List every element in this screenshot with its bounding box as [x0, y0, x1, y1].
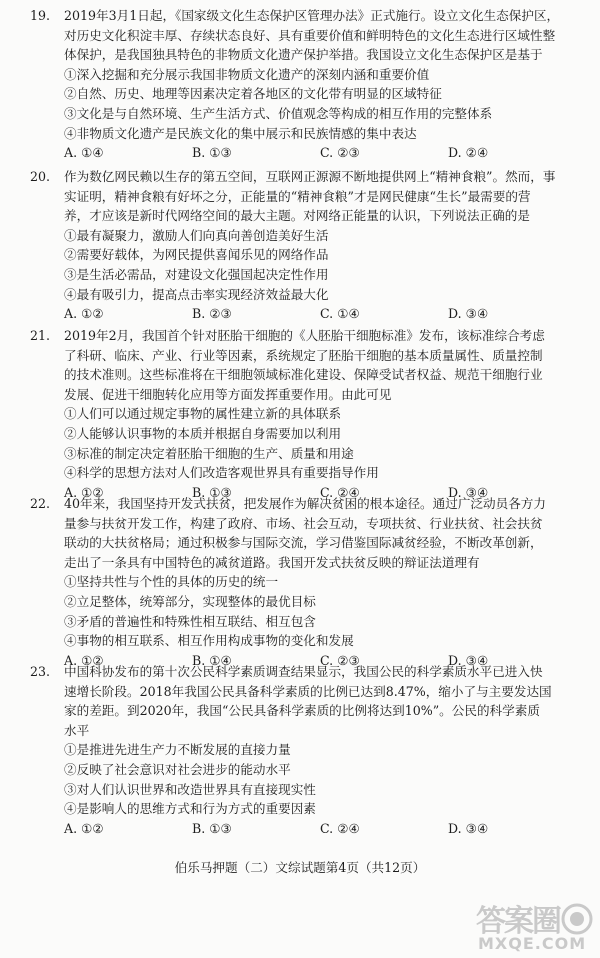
option-d[interactable]: D. ③④	[448, 820, 489, 836]
question-stem-line: 量参与扶贫开发工作，构建了政府、市场、社会互动，专项扶贫、行业扶贫、社会扶贫	[64, 515, 543, 531]
watermark-text: 答案圈	[476, 904, 560, 939]
statement-1: ①是推进先进生产力不断发展的直接力量	[64, 742, 291, 758]
statement-2: ②自然、历史、地理等因素决定着各地区的文化带有明显的区域特征	[64, 86, 442, 102]
question-stem-line: 21. 2019年2月，我国首个针对胚胎干细胞的《人胚胎干细胞标准》发布，该标准综合考虑	[30, 326, 590, 346]
question-stem-line: 发展、促进干细胞转化应用等方面发挥重要作用。由此可见	[64, 386, 392, 402]
option-c[interactable]: C. ②④	[320, 820, 360, 836]
statement-3: ③对人们认识世界和改造世界具有直接现实性	[64, 781, 316, 797]
statement-4: ④非物质文化遗产是民族文化的集中展示和民族情感的集中表达	[64, 125, 417, 141]
statement-1: ①深入挖掘和充分展示我国非物质文化遗产的深刻内涵和重要价值	[64, 66, 430, 82]
question-stem-line: 19. 2019年3月1日起，《国家级文化生态保护区管理办法》正式施行。设立文化生态保护区，	[30, 6, 590, 26]
question-stem-line: 20. 作为数亿网民赖以生存的第五空间，互联网正源源不断地提供网上“精神食粮”。然而，事	[30, 167, 590, 187]
option-b[interactable]: B. ①③	[192, 484, 232, 500]
option-c[interactable]: C. ②④	[320, 484, 360, 500]
option-b[interactable]: B. ①③	[192, 145, 232, 161]
option-a[interactable]: A. ①②	[64, 484, 104, 500]
statement-2: ②反映了社会意识对社会进步的能动水平	[64, 761, 291, 777]
question-21	[30, 326, 590, 502]
question-20	[30, 167, 590, 324]
question-number: 21.	[30, 328, 51, 343]
question-stem-line: 养，才应该是新时代网络空间的最大主题。对网络正能量的认识，下列说法正确的是	[64, 208, 530, 224]
answer-options	[30, 304, 590, 324]
option-c[interactable]: C. ①④	[320, 306, 360, 322]
question-23	[30, 662, 590, 838]
answer-options	[30, 819, 590, 839]
watermark-logo	[476, 896, 594, 954]
statement-1: ①最有凝聚力，激励人们向真向善创造美好生活	[64, 227, 329, 243]
statement-2: ②立足整体，统筹部分，实现整体的最优目标	[64, 593, 316, 609]
option-a[interactable]: A. ①②	[64, 820, 104, 836]
question-stem-line: 速增长阶段。2018年我国公民具备科学素质的比例已达到8.47%，缩小了与主要发达国	[64, 683, 552, 699]
question-number: 23.	[30, 664, 51, 679]
question-stem-line: 了科研、临床、产业、行业等因素，系统规定了胚胎干细胞的基本质量属性、质量控制	[64, 347, 543, 363]
question-22	[30, 494, 590, 670]
statement-4: ④是影响人的思维方式和行为方式的重要因素	[64, 801, 316, 817]
option-b[interactable]: B. ①③	[192, 820, 232, 836]
statement-3: ③矛盾的普遍性和特殊性相互联结、相互包含	[64, 613, 316, 629]
question-number: 19.	[30, 8, 51, 23]
seal-icon	[560, 902, 594, 936]
question-stem-line: 实证明，精神食粮有好坏之分，正能量的“精神食粮”才是网民健康“生长”最需要的营	[64, 188, 531, 204]
question-stem-line: 22. 40年来，我国坚持开发式扶贫，把发展作为解决贫困的根本途径。通过广泛动员各方力	[30, 494, 590, 514]
statement-3: ③文化是与自然环境、生产生活方式、价值观念等构成的相互作用的完整体系	[64, 105, 493, 121]
statement-3: ③标准的制定决定着胚胎干细胞的生产、质量和用途	[64, 445, 354, 461]
option-b[interactable]: B. ①④	[192, 652, 232, 668]
question-number: 20.	[30, 169, 51, 184]
question-stem-line: 走出了一条具有中国特色的减贫道路。我国开发式扶贫反映的辩证法道理有	[64, 554, 480, 570]
option-c[interactable]: C. ②③	[320, 652, 360, 668]
question-19	[30, 6, 590, 163]
question-stem-line: 水平	[64, 722, 90, 738]
watermark-url: MXQE.COM	[478, 934, 587, 953]
option-d[interactable]: D. ③④	[448, 484, 489, 500]
question-stem-line: 联动的大扶贫格局；通过积极参与国际交流，学习借鉴国际减贫经验，不断改革创新，	[64, 535, 543, 551]
statement-4: ④最有吸引力，提高点击率实现经济效益最大化	[64, 286, 329, 302]
option-c[interactable]: C. ②③	[320, 145, 360, 161]
question-stem-line: 体保护，是我国独具特色的非物质文化遗产保护举措。我国设立文化生态保护区是基于	[64, 47, 543, 63]
statement-1: ①坚持共性与个性的具体的历史的统一	[64, 574, 279, 590]
option-d[interactable]: D. ③④	[448, 306, 489, 322]
option-d[interactable]: D. ③④	[448, 652, 489, 668]
question-stem-line: 的技术准则。这些标准将在干细胞领域标准化建设、保障受试者权益、规范干细胞行业	[64, 367, 543, 383]
option-a[interactable]: A. ①②	[64, 306, 104, 322]
question-stem-line: 23. 中国科协发布的第十次公民科学素质调查结果显示，我国公民的科学素质水平已进入快	[30, 662, 590, 682]
statement-2: ②需要好载体，为网民提供喜闻乐见的网络作品	[64, 247, 329, 263]
page-footer: 伯乐马押题（二）文综试题第4页（共12页）	[174, 860, 426, 875]
statement-1: ①人们可以通过规定事物的属性建立新的具体联系	[64, 406, 342, 422]
statement-4: ④事物的相互联系、相互作用构成事物的变化和发展	[64, 633, 354, 649]
option-b[interactable]: B. ②③	[192, 306, 232, 322]
question-number: 22.	[30, 496, 51, 511]
option-d[interactable]: D. ②④	[448, 145, 489, 161]
statement-3: ③是生活必需品，对建设文化强国起决定性作用	[64, 266, 329, 282]
question-stem-line: 家的差距。到2020年，我国“公民具备科学素质的比例将达到10%”。公民的科学素质	[64, 703, 540, 719]
answer-options	[30, 143, 590, 163]
statement-2: ②人能够认识事物的本质并根据自身需要加以利用	[64, 425, 342, 441]
option-a[interactable]: A. ①②	[64, 652, 104, 668]
question-stem-line: 对历史文化积淀丰厚、存续状态良好、具有重要价值和鲜明特色的文化生态进行区域性整	[64, 27, 556, 43]
option-a[interactable]: A. ①④	[64, 145, 104, 161]
statement-4: ④科学的思想方法对人们改造客观世界具有重要指导作用	[64, 465, 379, 481]
